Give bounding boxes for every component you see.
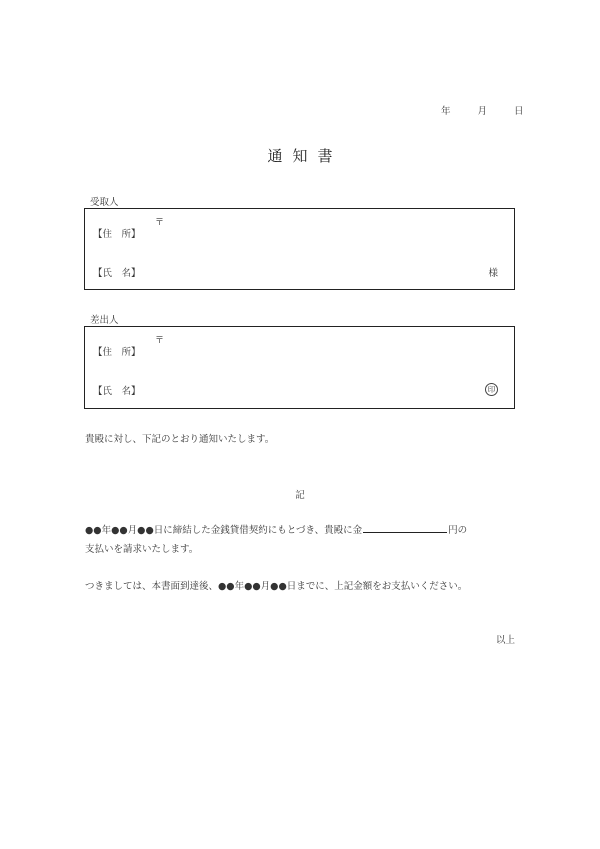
paragraph-1-text-before-amount: ●●年●●月●●日に締結した金銭貸借契約にもとづき、貴殿に金	[85, 525, 363, 536]
sender-address-label: 【住 所】	[93, 347, 141, 358]
closing-text: 以上	[495, 635, 515, 646]
date-year: 年	[441, 106, 451, 117]
recipient-name-label: 【氏 名】	[93, 268, 141, 279]
date-line	[441, 103, 524, 117]
paragraph-1-text-after-amount: 円の	[448, 525, 468, 536]
document-title-text: 通知書	[267, 147, 343, 165]
ki-heading: 記	[295, 490, 305, 501]
sender-name-label: 【氏 名】	[93, 386, 141, 397]
recipient-label: 受取人	[90, 197, 119, 208]
recipient-box	[84, 208, 515, 290]
document-title	[0, 145, 600, 166]
amount-blank	[363, 522, 447, 533]
date-month: 月	[477, 106, 488, 117]
paragraph-1-line-2: 支払いを請求いたします。	[85, 544, 199, 555]
recipient-postal-mark: 〒	[155, 218, 165, 228]
date-day: 日	[514, 106, 524, 117]
sender-postal-mark: 〒	[155, 336, 165, 346]
paragraph-2: つきましては、本書面到達後、●●年●●月●●日までに、上記金額をお支払いください。	[85, 581, 468, 592]
intro-text: 貴殿に対し、下記のとおり通知いたします。	[85, 434, 275, 445]
recipient-honorific: 様	[488, 268, 498, 279]
seal-mark: 印	[485, 383, 498, 396]
sender-label: 差出人	[90, 315, 119, 326]
sender-box	[84, 326, 515, 409]
recipient-address-label: 【住 所】	[93, 229, 141, 240]
paragraph-1-line-1	[85, 522, 467, 536]
